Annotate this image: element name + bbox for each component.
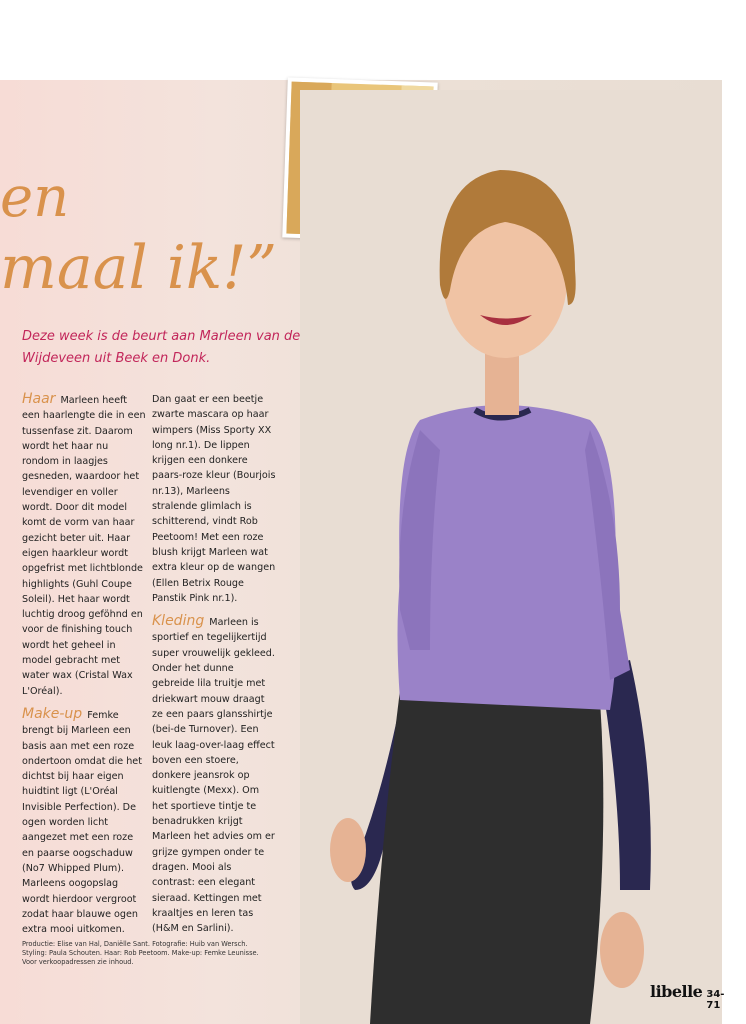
section-lead-haar: Haar [22,391,56,407]
text-column-1 [22,392,146,945]
right-hand [600,912,644,988]
magazine-page [0,80,725,1024]
paragraph-makeup-continued: Dan gaat er een beetje zwarte mascara op haar wimpers (Miss Sporty XX long nr.1). De lippen krijgen een donkere paars-roze kleur (Bourjois nr.13), Marleens stralende glimlach is schitterend, vindt Rob Peetoom! Met een roze blush krijgt Marleen wat extra kleur op de wangen (Ellen Betrix Rouge Panstik Pink nr.1). [152,394,276,604]
section-text-haar: Marleen heeft een haarlengte die in een tussenfase zit. Daarom wordt het haar nu rondom in laagjes gesneden, waardoor het levendiger en voller wordt. Door dit model komt de vorm van haar gezicht beter uit. Haar eigen haarkleur wordt opgefrist met lichtblonde highlights (Guhl Coupe Soleil). Het haar wordt luchtig droog geföhnd en voor de finishing touch wordt het geheel in model gebracht met water wax (Cristal Wax L'Oréal). [22,395,146,697]
section-text-makeup: Femke brengt bij Marleen een basis aan met een roze ondertoon omdat die het dichtst bij haar eigen huidtint ligt (L'Oréal Invisible Perfection). De ogen worden licht aangezet met een roze en paarse oogschaduw (No7 Whipped Plum). Marleens oogopslag wordt hierdoor vergroot zodat haar blauwe ogen extra mooi uitkomen. [22,709,142,936]
paragraph-kleding [152,614,276,936]
skirt [370,690,603,1024]
credits-line-1: Productie: Elise van Hal, Daniëlle Sant. Fotografie: Huib van Wersch. [22,940,248,948]
credits-line-3: Voor verkoopadressen zie inhoud. [22,958,134,966]
section-text-kleding: Marleen is sportief en tegelijkertijd super vrouwelijk gekleed. Onder het dunne gebreide lila truitje met driekwart mouw draagt ze een paars glansshirtje (bei-de Turnover). Een leuk laag-over-laag effect boven een stoere, donkere jeansrok op kuitlengte (Mexx). Om het sportieve tintje te benadrukken krijgt Marleen het advies om er grijze gympen onder te dragen. Mooi als contrast: een elegant sieraad. Kettingen met kraaltjes en leren tas (H&M en Sarlini). [152,617,275,935]
credits-line-2: Styling: Paula Schouten. Haar: Rob Peetoom. Make-up: Femke Leunisse. [22,949,259,957]
intro-text: Deze week is de beurt aan Marleen van de Wijdeveen uit Beek en Donk. [22,329,301,366]
photo-credits [22,940,322,967]
headline-line-2: maal ik!” [0,233,278,303]
section-lead-makeup: Make-up [22,705,83,722]
left-hand [330,818,366,882]
text-column-2 [152,392,276,944]
headline-line-1: en [0,165,70,230]
main-photo [300,90,725,1024]
section-lead-kleding: Kleding [152,613,205,630]
page-footer [650,982,724,1011]
paragraph-makeup [22,707,146,937]
page-number: 34-71 [706,989,725,1011]
paragraph-haar [22,392,146,699]
magazine-logo: libelle [650,982,703,1001]
